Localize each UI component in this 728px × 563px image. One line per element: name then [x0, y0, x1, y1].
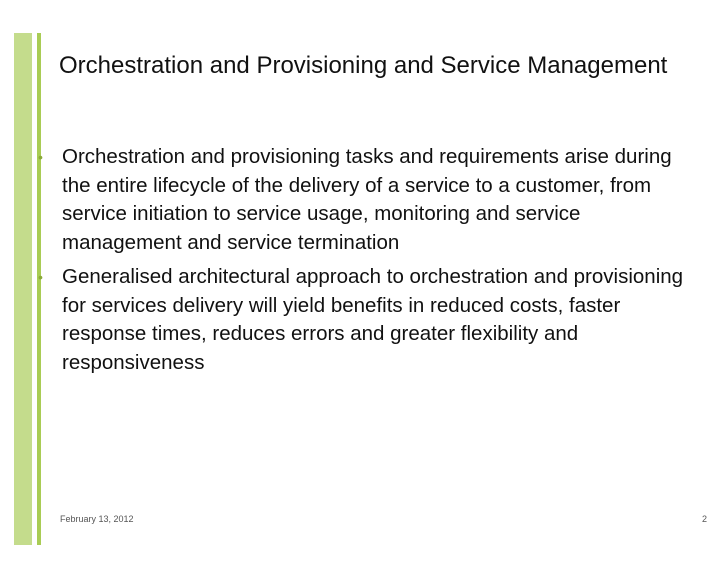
bullet-list — [38, 143, 688, 383]
bullet-text: Generalised architectural approach to orchestration and provisioning for services delivery will yield benefits in reduced costs, faster response times, reduces errors and greater flexibility and responsiveness — [62, 265, 684, 374]
slide-title: Orchestration and Provisioning and Service Management — [59, 52, 668, 79]
page-number: 2 — [701, 514, 707, 524]
bullet-item — [38, 143, 688, 257]
bullet-item — [38, 263, 688, 377]
bullet-text: Orchestration and provisioning tasks and requirements arise during the entire lifecycle of the delivery of a service to a customer, from service initiation to service usage, monitoring and service management and service termination — [62, 145, 672, 254]
accent-bar-outer — [14, 33, 32, 545]
bullet-dot-icon: • — [38, 149, 43, 165]
footer-date: February 13, 2012 — [60, 514, 134, 524]
bullet-dot-icon: • — [38, 269, 43, 285]
